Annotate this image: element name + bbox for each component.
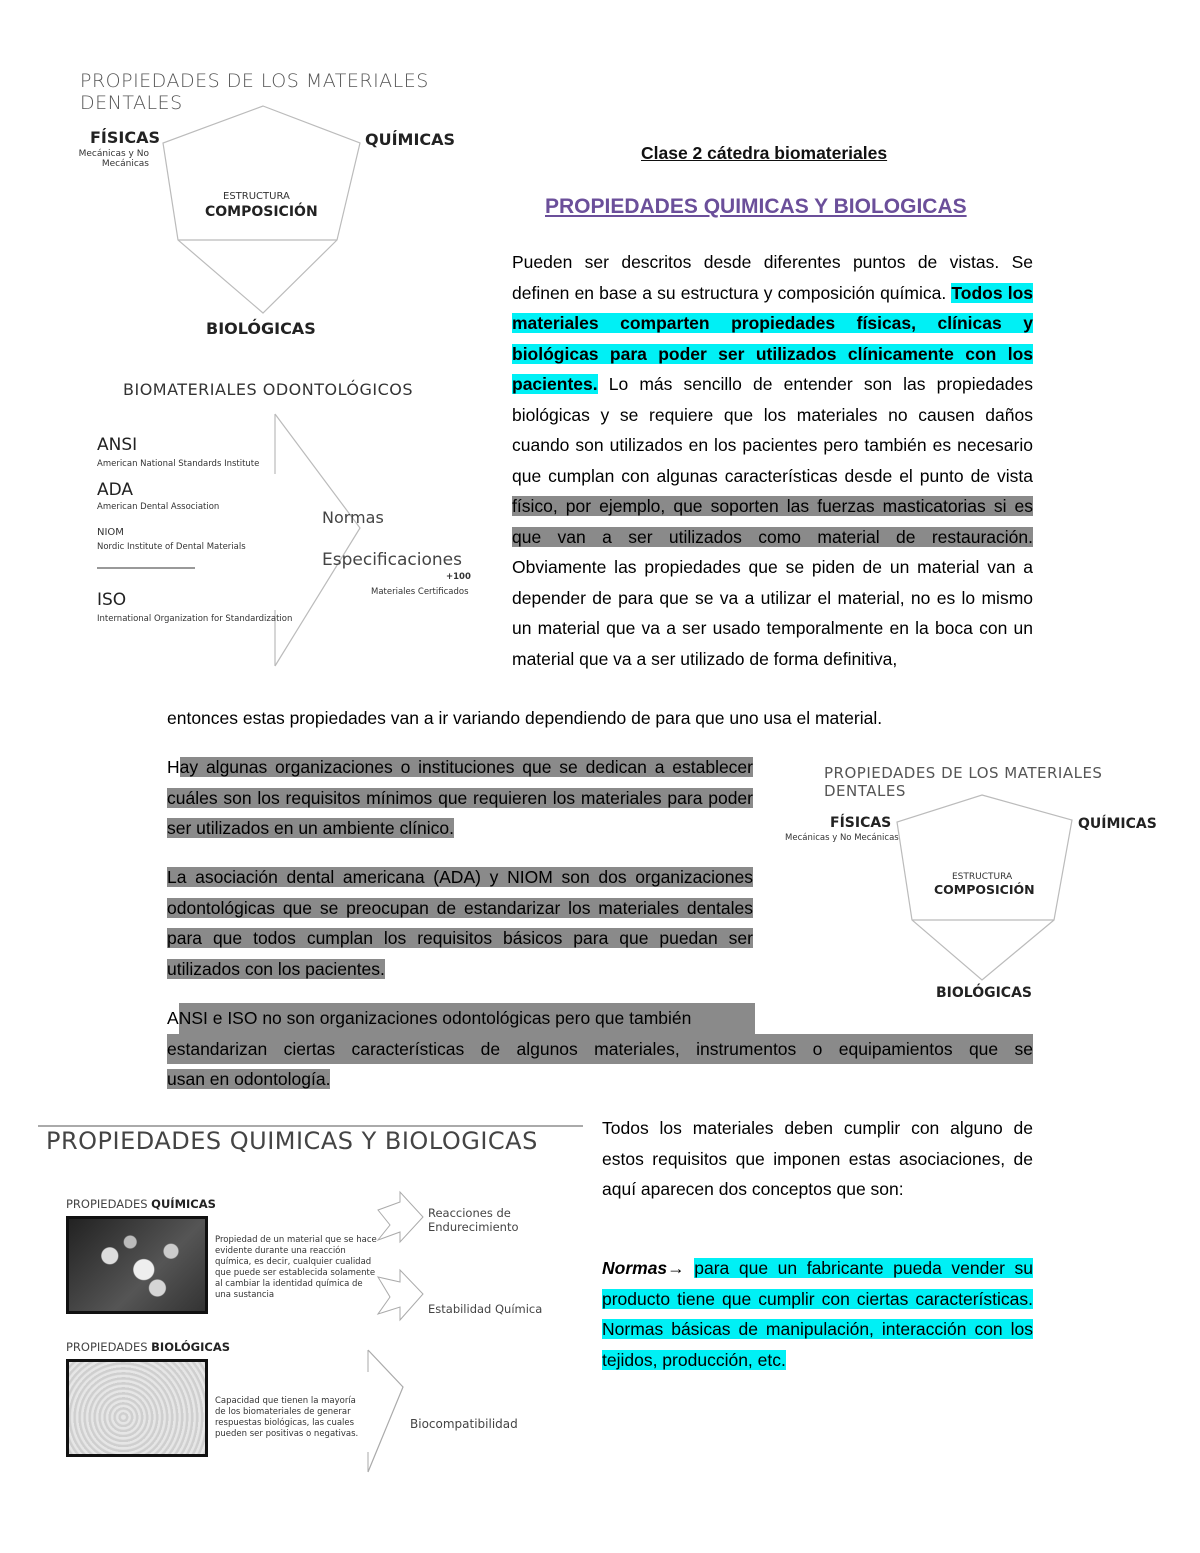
chem-label-prefix: PROPIEDADES bbox=[66, 1197, 152, 1211]
bio-label-prefix: PROPIEDADES bbox=[66, 1340, 152, 1354]
bio-tissue-image bbox=[66, 1359, 208, 1457]
label-biologicas: BIOLÓGICAS bbox=[936, 985, 1032, 1001]
class-title: Clase 2 cátedra biomateriales bbox=[641, 143, 888, 163]
chem-molecule-image bbox=[66, 1216, 208, 1314]
bio-label bbox=[66, 1340, 230, 1354]
figure-properties-top bbox=[75, 68, 475, 348]
label-biologicas: BIOLÓGICAS bbox=[206, 319, 316, 338]
chem-description: Propiedad de un material que se hace evidente durante una reacción química, es decir, cualquier cualidad que puede ser establecida solamente al cambiar la identidad química de una sustancia bbox=[215, 1235, 377, 1300]
figure-title: PROPIEDADES DE LOS MATERIALES DENTALES bbox=[80, 70, 429, 114]
label-ada-sub: American Dental Association bbox=[97, 502, 220, 512]
label-ada: ADA bbox=[97, 480, 134, 500]
label-normas: Normas bbox=[322, 508, 384, 527]
label-certificados: Materiales Certificados bbox=[371, 587, 469, 597]
paragraph-requirements: Todos los materiales deben cumplir con alguno de estos requisitos que imponen estas asociaciones, de aquí aparecen dos conceptos que son: bbox=[602, 1118, 1033, 1199]
arrow-shape bbox=[95, 378, 480, 673]
highlight-gray: usan en odontología. bbox=[167, 1069, 331, 1089]
figure-chem-bio bbox=[38, 1122, 583, 1482]
term-normas: Normas bbox=[602, 1258, 668, 1278]
label-fisicas: FÍSICAS bbox=[90, 128, 161, 147]
label-fisicas-sub: Mecánicas y No Mecánicas bbox=[785, 833, 899, 843]
figure-biomaterials bbox=[95, 378, 480, 673]
intro-text-2: Lo más sencillo de entender son las propiedades biológicas y se requiere que los materiales no causen daños cuando son utilizados en los pacientes pero también es necesario que cumplan con algunas características desde el punto de vista bbox=[512, 374, 1033, 486]
label-estabilidad: Estabilidad Química bbox=[428, 1302, 543, 1316]
label-fisicas-sub: Mecánicas y No Mecánicas bbox=[78, 149, 149, 169]
highlight-gray: NSI e ISO no son organizaciones odontológicas pero que también bbox=[179, 1003, 755, 1034]
figure-title: PROPIEDADES QUIMICAS Y BIOLOGICAS bbox=[46, 1127, 538, 1155]
label-composicion: COMPOSICIÓN bbox=[934, 882, 1035, 897]
figure-title: PROPIEDADES DE LOS MATERIALES DENTALES bbox=[824, 764, 1103, 800]
paragraph-organizations bbox=[167, 752, 753, 844]
bio-description: Capacidad que tienen la mayoría de los biomateriales de generar respuestas biológicas, las cuales pueden ser positivas o negativas. bbox=[215, 1396, 359, 1439]
label-reacciones: Reacciones de Endurecimiento bbox=[428, 1206, 519, 1234]
ansi-iso-line-3 bbox=[167, 1064, 1033, 1095]
paragraph-ada-niom bbox=[167, 862, 753, 984]
label-fisicas: FÍSICAS bbox=[830, 815, 892, 831]
paragraph-intro bbox=[512, 247, 1033, 674]
label-quimicas: QUÍMICAS bbox=[365, 130, 456, 149]
arrow-icon: → bbox=[667, 1258, 685, 1278]
paragraph-normas bbox=[602, 1253, 1033, 1375]
intro-text-3: Obviamente las propiedades que se piden de un material van a depender de para que se va a utilizar el material, no es lo mismo un material que va a ser usado temporalmente en la boca con un material que va a ser utilizado de forma definitiva, bbox=[512, 557, 1033, 669]
label-iso: ISO bbox=[97, 590, 127, 610]
label-niom-sub: Nordic Institute of Dental Materials bbox=[97, 542, 246, 552]
lead-letter: A bbox=[167, 1008, 179, 1028]
ansi-iso-line-2 bbox=[167, 1034, 1033, 1065]
label-niom: NIOM bbox=[97, 527, 124, 538]
highlight-gray: La asociación dental americana (ADA) y NIOM son dos organizaciones odontológicas que se preocupan de estandarizar los materiales dentales para que todos cumplan los requisitos básicos para que puedan ser utilizados con los pacientes. bbox=[167, 867, 753, 979]
label-especificaciones: Especificaciones bbox=[322, 550, 462, 570]
lead-letter: H bbox=[167, 757, 180, 777]
label-composicion: COMPOSICIÓN bbox=[205, 204, 318, 220]
label-ansi-sub: American National Standards Institute bbox=[97, 459, 260, 469]
chem-label bbox=[66, 1197, 216, 1211]
label-quimicas: QUÍMICAS bbox=[1078, 816, 1157, 832]
highlight-gray: ay algunas organizaciones o instituciones que se dedican a establecer cuáles son los requisitos mínimos que requieren los materiales para poder ser utilizados en un ambiente clínico. bbox=[167, 757, 753, 838]
highlight-gray: estandarizan ciertas características de algunos materiales, instrumentos o equipamientos que se bbox=[167, 1034, 1033, 1065]
highlight-gray: físico, por ejemplo, que soporten las fuerzas masticatorias si es que van a ser utilizados como material de restauración. bbox=[512, 496, 1033, 547]
intro-text: Pueden ser descritos desde diferentes puntos de vistas. Se definen en base a su estructura y composición química. bbox=[512, 252, 1033, 303]
label-ansi: ANSI bbox=[97, 435, 138, 455]
highlight-cyan: Todos los materiales comparten propiedades físicas, clínicas y biológicas para poder ser utilizados clínicamente con los pacientes. bbox=[512, 282, 1033, 394]
label-plus100: +100 bbox=[446, 572, 471, 582]
chem-label-strong: QUÍMICAS bbox=[151, 1197, 216, 1211]
label-estructura: ESTRUCTURA bbox=[952, 872, 1013, 882]
figure-properties-right bbox=[782, 760, 1162, 1010]
label-estructura: ESTRUCTURA bbox=[223, 191, 290, 202]
main-heading: PROPIEDADES QUIMICAS Y BIOLOGICAS bbox=[545, 195, 967, 218]
label-iso-sub: International Organization for Standardization bbox=[97, 614, 293, 624]
figure-title: BIOMATERIALES ODONTOLÓGICOS bbox=[123, 380, 414, 399]
bio-label-strong: BIOLÓGICAS bbox=[151, 1340, 231, 1354]
label-biocompatibilidad: Biocompatibilidad bbox=[410, 1417, 518, 1431]
paragraph-intro-last: entonces estas propiedades van a ir variando dependiendo de para que uno usa el material. bbox=[167, 708, 883, 728]
highlight-cyan: para que un fabricante pueda vender su producto tiene que cumplir con ciertas características. Normas básicas de manipulación, interacción con los tejidos, producción, etc. bbox=[602, 1258, 1033, 1370]
paragraph-ansi-iso bbox=[167, 1003, 1033, 1095]
